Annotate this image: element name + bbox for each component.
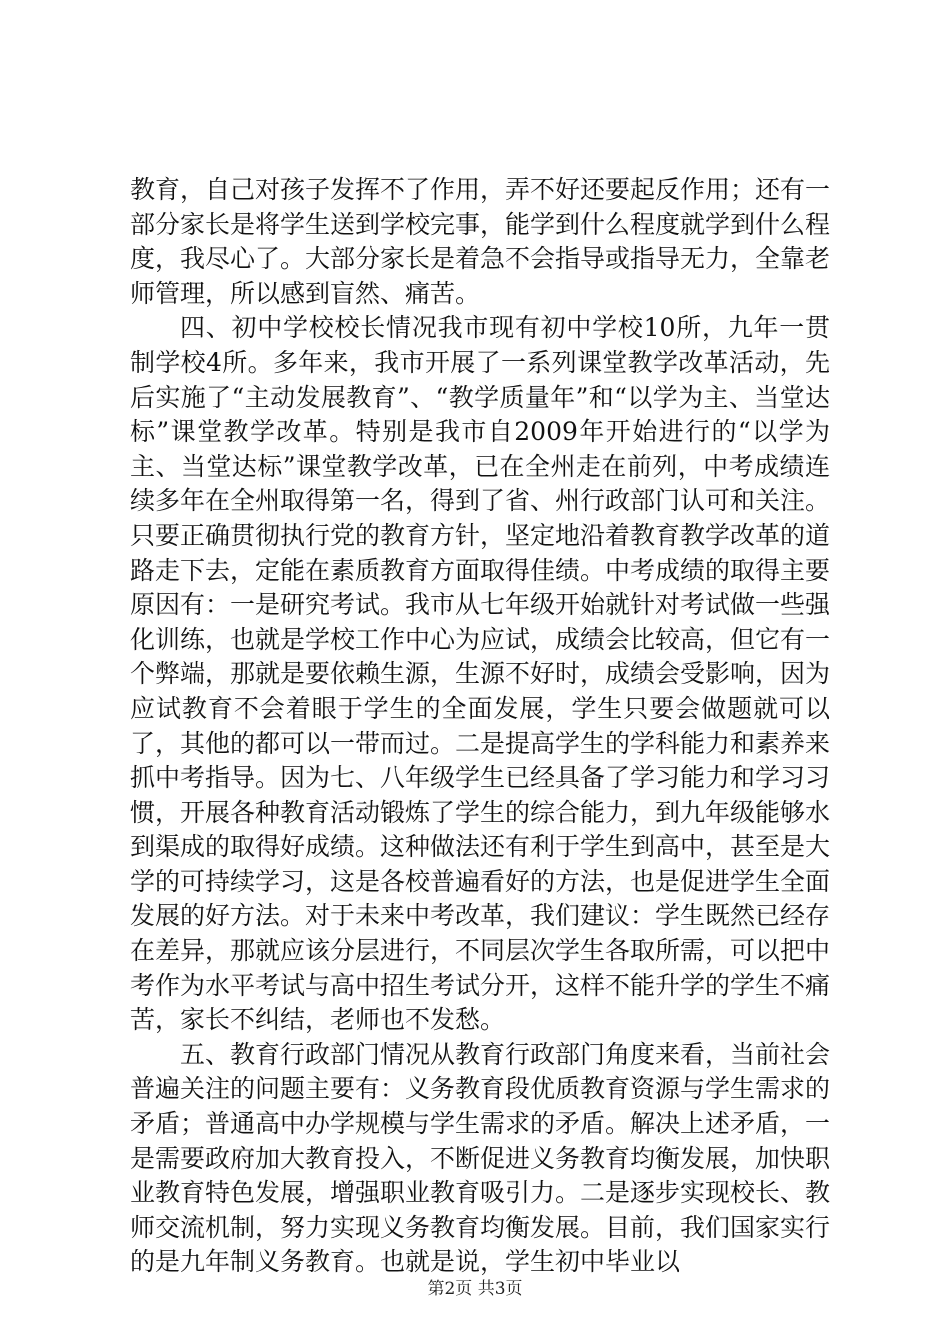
paragraph-continued: 教育，自己对孩子发挥不了作用，弄不好还要起反作用；还有一部分家长是将学生送到学校完事，能学到什么程度就学到什么程度，我尽心了。大部分家长是着急不会指导或指导无力，全靠老师管理，所以感到盲然、痛苦。 (130, 175, 831, 308)
body-text (130, 173, 830, 1280)
page-footer (0, 1274, 950, 1299)
paragraph-section-four: 四、初中学校校长情况我市现有初中学校10所，九年一贯制学校4所。多年来，我市开展了一系列课堂教学改革活动，先后实施了“主动发展教育”、“教学质量年”和“以学为主、当堂达标”课堂教学改革。特别是我市自2009年开始进行的“以学为主、当堂达标”课堂教学改革，已在全州走在前列，中考成绩连续多年在全州取得第一名，得到了省、州行政部门认可和关注。只要正确贯彻执行党的教育方针，坚定地沿着教育教学改革的道路走下去，定能在素质教育方面取得佳绩。中考成绩的取得主要原因有：一是研究考试。我市从七年级开始就针对考试做一些强化训练，也就是学校工作中心为应试，成绩会比较高，但它有一个弊端，那就是要依赖生源，生源不好时，成绩会受影响，因为应试教育不会着眼于学生的全面发展，学生只要会做题就可以了，其他的都可以一带而过。二是提高学生的学科能力和素养来抓中考指导。因为七、八年级学生已经具备了学习能力和学习习惯，开展各种教育活动锻炼了学生的综合能力，到九年级能够水到渠成的取得好成绩。这种做法还有利于学生到高中，甚至是大学的可持续学习，这是各校普遍看好的方法，也是促进学生全面发展的好方法。对于未来中考改革，我们建议：学生既然已经存在差异，那就应该分层进行，不同层次学生各取所需，可以把中考作为水平考试与高中招生考试分开，这样不能升学的学生不痛苦，家长不纠结，老师也不发愁。 (130, 313, 831, 1035)
page-total: 共3页 (477, 1279, 523, 1299)
paragraph-section-five: 五、教育行政部门情况从教育行政部门角度来看，当前社会普遍关注的问题主要有：义务教育段优质教育资源与学生需求的矛盾；普通高中办学规模与学生需求的矛盾。解决上述矛盾，一是需要政府加大教育投入，不断促进义务教育均衡发展，加快职业教育特色发展，增强职业教育吸引力。二是逐步实现校长、教师交流机制，努力实现义务教育均衡发展。目前，我们国家实行的是九年制义务教育。也就是说，学生初中毕业以 (130, 1039, 831, 1277)
page-number: 第2页 (427, 1279, 473, 1299)
